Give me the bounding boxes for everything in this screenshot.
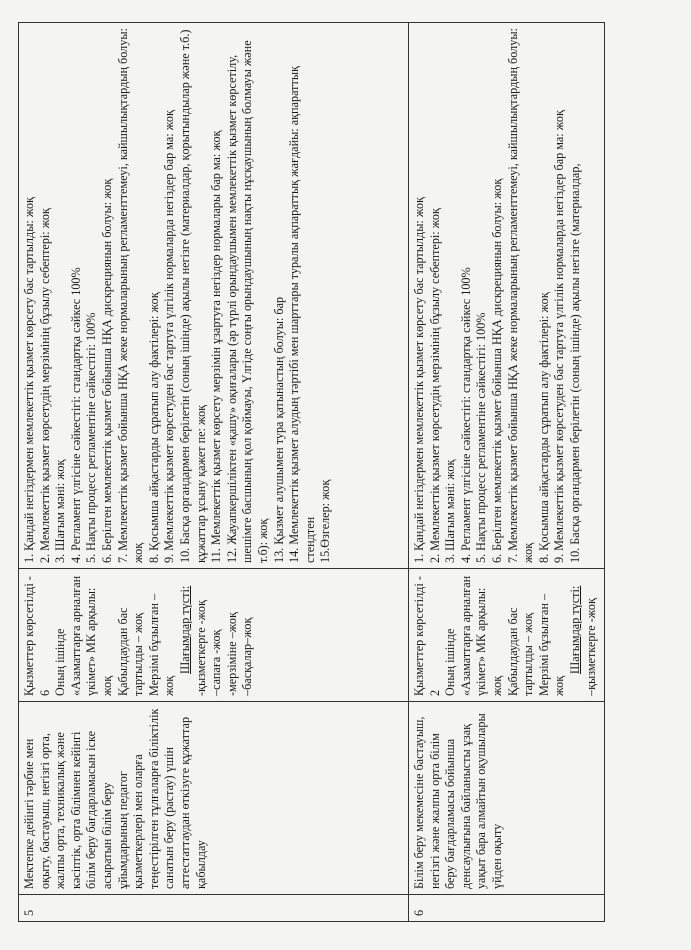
analysis-line: 5. Нақты процесс регламентіне сәйкестігі: 100% (474, 312, 489, 563)
analysis-line: 4. Регламент үлгісіне сәйкестігі: стандартқа сәйкес 100% (458, 267, 473, 563)
stat-line: –сапаға -жоқ (209, 629, 224, 696)
analysis-line: 11. Мемлекеттік қызмет көрсету мерзімін ұзартуға негіздер нормалары бар ма: жоқ (209, 130, 224, 563)
service-stats (19, 569, 409, 702)
report-table (18, 22, 605, 922)
analysis-line: 15.Өзгелер: жоқ (318, 479, 333, 563)
analysis-line: 10. Басқа органдармен берілетін (соның ішінде) ақылы негізге (материалдар, (567, 163, 582, 563)
stat-line: Мерзімі бұзылған – жоқ (146, 593, 177, 696)
stat-line: Қабылдаудан бас тартылды – жоқ (505, 607, 536, 696)
analysis-line: 2. Мемлекеттік қызмет көрсетудің мерзімінің бұзылу себептері: жоқ (427, 208, 442, 563)
stat-line: –қызметкерге -жоқ (583, 598, 598, 696)
stat-line: Қызметтер көрсетілді - 2 (412, 576, 442, 696)
stat-line: Оның ішінде «Азаматтарға арналған үкімет» МК арқылы: жоқ (443, 575, 504, 696)
row-number: 6 (409, 895, 605, 922)
analysis-line: 6. Берілген мемлекеттік қызмет бойынша НҚА дискрециянын болуы: жоқ (99, 178, 114, 563)
analysis-line: 3. Шағым мәні: жоқ (443, 459, 458, 563)
analysis-line: 9. Мемлекеттік қызмет көрсетуден бас тартуға үлгілік нормаларда негіздер бар ма: жоқ (162, 110, 177, 563)
analysis-line: 13. Қызмет алушымен тура қатынастың болуы: бар (271, 296, 286, 563)
analysis-line: 10. Басқа органдармен берілетін (соның ішінде) ақылы негізге (материалдар, қорытындылар және т.б.) құжаттар ұсыну қажет пе: жоқ (177, 29, 208, 563)
analysis-line: 6. Берілген мемлекеттік қызмет бойынша НҚА дискрециянын болуы: жоқ (489, 178, 504, 563)
analysis-line: 1. Қандай негіздермен мемлекеттік қызмет көрсету бас тартылды: жоқ (22, 197, 36, 563)
analysis-line: 9. Мемлекеттік қызмет көрсетуден бас тартуға үлгілік нормаларда негіздер бар ма: жоқ (552, 110, 567, 563)
stat-line: Қабылдаудан бас тартылды – жоқ (115, 607, 146, 696)
row-number: 5 (19, 895, 409, 922)
analysis-line: 12. Жауапкершіліктен «қашу» оқиғалары (әр түрлі орындаушымен мемлекеттік қызмет көрсетілу, шешімге басшының қол қоймауы, Үлгіде соңғы орындаушының нақты нұсқаушының болмауы және т.б): жоқ (224, 40, 270, 563)
stat-line: -мерзіміне –жоқ (224, 612, 239, 696)
service-name: Білім беру мекемесіне бастауыш, негізгі және жалпы орта білім беру бағдарламасы бойынша денсаулығына байланысты ұзақ уақыт бара алмайтын оқушылары үйден оқыту (409, 702, 605, 895)
stat-line: Қызметтер көрсетілді - 6 (22, 576, 52, 696)
analysis-line: 5. Нақты процесс регламентіне сәйкестігі: 100% (84, 312, 99, 563)
service-analysis (19, 23, 409, 569)
service-name: Мектепке дейінгі тәрбие мен оқыту, бастауыш, негізгі орта, жалпы орта, техникалық және кәсіптік, орта білімнен кейінгі білім беру бағдарламасын іске асыратын білім беру ұйымдарының педагог қызметкерлері мен оларға теңестірілген тұлғаларға біліктілік санатын беру (растау) үшін аттестаттаудан өткізуге құжаттар қабылдау (19, 702, 409, 895)
analysis-line: 1. Қандай негіздермен мемлекеттік қызмет көрсету бас тартылды: жоқ (412, 197, 426, 563)
table-row (19, 23, 409, 922)
analysis-line: 8. Қосымша айқастарды сұратып алу фактілері: жоқ (536, 292, 551, 563)
analysis-line: 2. Мемлекеттік қызмет көрсетудің мерзімінің бұзылу себептері: жоқ (37, 208, 52, 563)
stat-line: –басқалар–жоқ (240, 617, 255, 696)
service-analysis (409, 23, 605, 569)
analysis-line: 14. Мемлекеттік қызмет алудың тәртібі мен шарттары туралы ақпараттық жағдайы: ақпараттық стендтен (287, 66, 317, 563)
stat-line: Оның ішінде «Азаматтарға арналған үкімет» МК арқылы: жоқ (53, 575, 114, 696)
analysis-line: 3. Шағым мәні: жоқ (53, 459, 68, 563)
stat-line: Шағымдар түсті: (177, 585, 192, 674)
analysis-line: 8. Қосымша айқастарды сұратып алу фактілері: жоқ (146, 292, 161, 563)
analysis-line: 7. Мемлекеттік қызмет бойынша НҚА жеке нормаларының регламенттемеуі, кайшылықтардың болуы: жоқ (115, 28, 146, 563)
table-row (409, 23, 605, 922)
analysis-line: 7. Мемлекеттік қызмет бойынша НҚА жеке нормаларының регламенттемеуі, кайшылықтардың болуы: жоқ (505, 28, 536, 563)
stat-line: -қызметкерге -жоқ (193, 600, 208, 696)
service-stats (409, 569, 605, 702)
stat-line: Шағымдар түсті: (567, 585, 582, 674)
stat-line: Мерзімі бұзылған – жоқ (536, 593, 567, 696)
analysis-line: 4. Регламент үлгісіне сәйкестігі: стандартқа сәйкес 100% (68, 267, 83, 563)
